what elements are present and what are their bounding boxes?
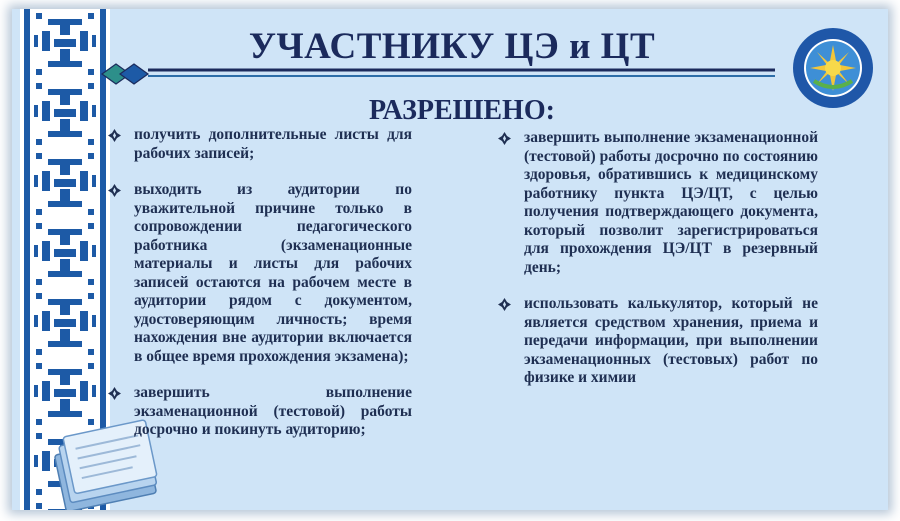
- list-item-text: использовать калькулятор, который не является средством хранения, приема и передачи информации, при выполнении экзаменационных (тестовых) работ по физике и химии: [524, 295, 818, 386]
- slide: [12, 9, 888, 510]
- right-column: [498, 129, 818, 388]
- list-item: [498, 129, 818, 277]
- list-item: [108, 126, 412, 163]
- list-item: [498, 295, 818, 388]
- diamond-bullet-icon: [108, 129, 121, 142]
- diamond-bullet-icon: [498, 132, 511, 145]
- list-item-text: получить дополнительные листы для рабочих записей;: [134, 126, 412, 162]
- slide-title: УЧАСТНИКУ ЦЭ и ЦТ: [248, 26, 656, 67]
- emblem-icon: [792, 27, 874, 109]
- list-item: [108, 181, 412, 366]
- allowed-heading: РАЗРЕШЕНО:: [369, 95, 555, 126]
- list-item: [108, 384, 412, 440]
- diamond-bullet-icon: [108, 387, 121, 400]
- list-item-text: выходить из аудитории по уважительной причине только в сопровождении педагогического работника (экзаменационные материалы и листы для рабочих записей остаются на рабочем месте в аудитории рядом с документом, удостоверяющим личность; время нахождения вне аудитории включается в общее время прохождения экзамена);: [134, 181, 412, 365]
- list-item-text: завершить выполнение экзаменационной (тестовой) работы досрочно и покинуть аудиторию;: [134, 384, 412, 438]
- left-column: [108, 126, 412, 440]
- title-rule: [100, 59, 780, 89]
- diamond-bullet-icon: [498, 298, 511, 311]
- diamond-bullet-icon: [108, 184, 121, 197]
- list-item-text: завершить выполнение экзаменационной (тестовой) работы досрочно по состоянию здоровья, обратившись к медицинскому работнику пункта ЦЭ/ЦТ, с целью получения подтверждающего документа, который позволит зарегистрироваться для прохождения ЦЭ/ЦТ в резервный день;: [524, 129, 818, 276]
